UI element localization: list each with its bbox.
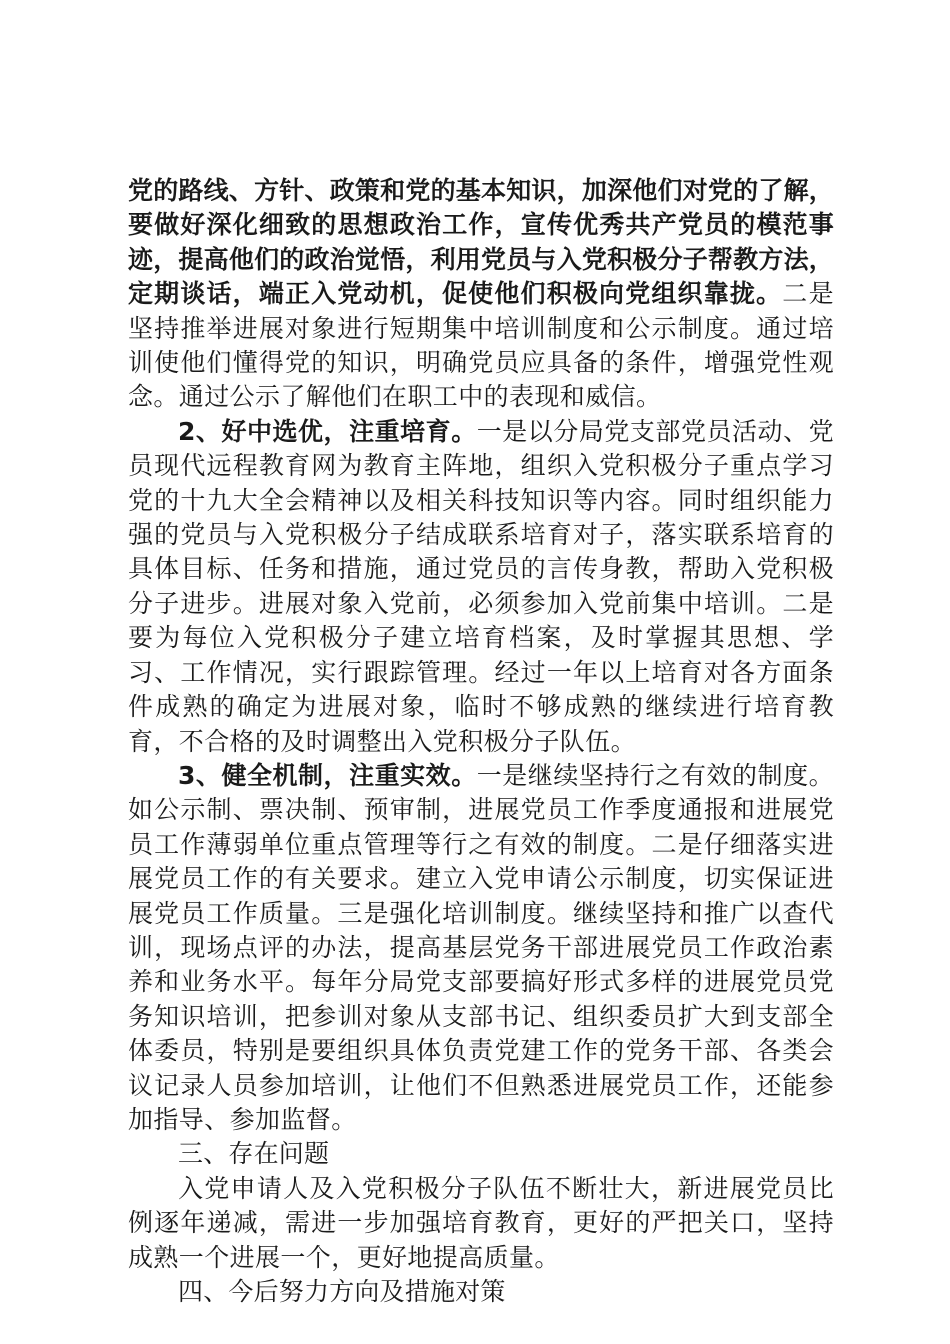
paragraph-3	[128, 759, 834, 1137]
paragraph-1-bold-text: 党的路线、方针、政策和党的基本知识，加深他们对党的了解，要做好深化细致的思想政治工作，宣传优秀共产党员的模范事迹，提高他们的政治觉悟，利用党员与入党积极分子帮教方法，定期谈话，端正入党动机，促使他们积极向党组织靠拢。	[128, 176, 834, 309]
paragraph-3-text: 一是继续坚持行之有效的制度。如公示制、票决制、预审制，进展党员工作季度通报和进展党员工作薄弱单位重点管理等行之有效的制度。二是仔细落实进展党员工作的有关要求。建立入党申请公示制度，切实保证进展党员工作质量。三是强化培训制度。继续坚持和推广以查代训，现场点评的办法，提高基层党务干部进展党员工作政治素养和业务水平。每年分局党支部要搞好形式多样的进展党员党务知识培训，把参训对象从支部书记、组织委员扩大到支部全体委员，特别是要组织具体负责党建工作的党务干部、各类会议记录人员参加培训，让他们不但熟悉进展党员工作，还能参加指导、参加监督。	[128, 760, 834, 1134]
paragraph-3-heading: 3、健全机制，注重实效。	[178, 760, 477, 790]
paragraph-2-heading: 2、好中选优，注重培育。	[178, 416, 477, 446]
paragraph-1-text: 二是坚持推举进展对象进行短期集中培训制度和公示制度。通过培训使他们懂得党的知识，明确党员应具备的条件，增强党性观念。通过公示了解他们在职工中的表现和威信。	[128, 279, 834, 412]
paragraph-2-text: 一是以分局党支部党员活动、党员现代远程教育网为教育主阵地，组织入党积极分子重点学习党的十九大全会精神以及相关科技知识等内容。同时组织能力强的党员与入党积极分子结成联系培育对子，落实联系培育的具体目标、任务和措施，通过党员的言传身教，帮助入党积极分子进步。进展对象入党前，必须参加入党前集中培训。二是要为每位入党积极分子建立培育档案，及时掌握其思想、学习、工作情况，实行跟踪管理。经过一年以上培育对各方面条件成熟的确定为进展对象，临时不够成熟的继续进行培育教育，不合格的及时调整出入党积极分子队伍。	[128, 416, 834, 756]
paragraph-2	[128, 415, 834, 759]
section-heading-4: 四、今后努力方向及措施对策	[178, 1277, 506, 1306]
section-heading-3: 三、存在问题	[178, 1139, 330, 1169]
paragraph-1	[128, 174, 834, 415]
paragraph-4: 入党申请人及入党积极分子队伍不断壮大，新进展党员比例逐年递减，需进一步加强培育教育，更好的严把关口，坚持成熟一个进展一个，更好地提高质量。	[128, 1173, 834, 1272]
document-body	[128, 174, 834, 1309]
